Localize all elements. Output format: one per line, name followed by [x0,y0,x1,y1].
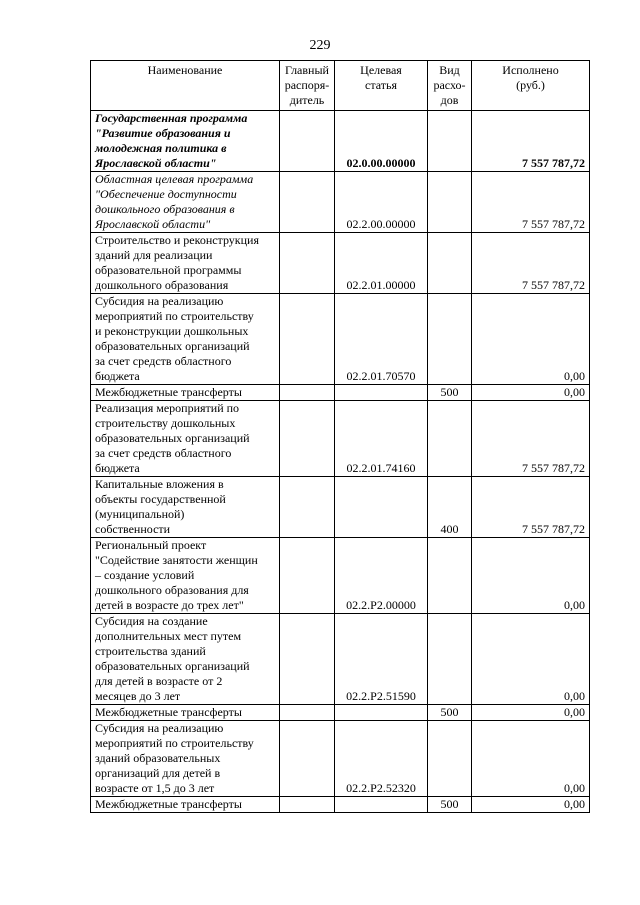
row-admin [280,111,335,172]
table-row [91,477,590,538]
table-row [91,538,590,614]
row-name: Субсидия на реализацию мероприятий по строительству и реконструкции дошкольных образовательных организаций за счет средств областного бюджета [91,294,280,385]
row-admin [280,172,335,233]
row-admin [280,797,335,813]
row-admin [280,538,335,614]
row-expense [428,721,472,797]
row-expense: 500 [428,705,472,721]
row-executed: 7 557 787,72 [472,233,590,294]
row-expense [428,614,472,705]
budget-table [90,60,590,813]
row-expense: 500 [428,797,472,813]
row-executed: 0,00 [472,705,590,721]
row-admin [280,294,335,385]
row-executed: 0,00 [472,538,590,614]
row-target: 02.2.00.00000 [335,172,428,233]
row-admin [280,477,335,538]
row-name: Региональный проект "Содействие занятости женщин – создание условий дошкольного образования для детей в возрасте до трех лет" [91,538,280,614]
row-name: Субсидия на создание дополнительных мест путем строительства зданий образовательных организаций для детей в возрасте от 2 месяцев до 3 лет [91,614,280,705]
row-name: Межбюджетные трансферты [91,385,280,401]
row-admin [280,614,335,705]
row-executed: 7 557 787,72 [472,172,590,233]
row-expense [428,401,472,477]
row-target [335,797,428,813]
table-row [91,385,590,401]
column-header-admin: Главный распоря- дитель [280,61,335,111]
row-executed: 7 557 787,72 [472,477,590,538]
row-expense [428,294,472,385]
row-admin [280,705,335,721]
row-target: 02.2.P2.52320 [335,721,428,797]
row-target [335,477,428,538]
row-admin [280,233,335,294]
row-expense [428,538,472,614]
table-row [91,111,590,172]
column-header-target: Целевая статья [335,61,428,111]
row-expense: 400 [428,477,472,538]
row-admin [280,721,335,797]
table-row [91,401,590,477]
column-header-executed: Исполнено (руб.) [472,61,590,111]
column-header-name: Наименование [91,61,280,111]
page-number: 229 [309,38,331,53]
table-row [91,614,590,705]
row-admin [280,385,335,401]
table-row [91,294,590,385]
row-target: 02.2.01.74160 [335,401,428,477]
row-admin [280,401,335,477]
row-target: 02.2.P2.51590 [335,614,428,705]
row-name: Областная целевая программа "Обеспечение доступности дошкольного образования в Ярославской области" [91,172,280,233]
row-executed: 0,00 [472,385,590,401]
row-expense [428,111,472,172]
row-name: Реализация мероприятий по строительству дошкольных образовательных организаций за счет средств областного бюджета [91,401,280,477]
row-target: 02.2.01.00000 [335,233,428,294]
row-target: 02.2.01.70570 [335,294,428,385]
row-executed: 0,00 [472,721,590,797]
row-executed: 0,00 [472,797,590,813]
row-name: Капитальные вложения в объекты государственной (муниципальной) собственности [91,477,280,538]
table-row [91,705,590,721]
row-name: Строительство и реконструкция зданий для реализации образовательной программы дошкольного образования [91,233,280,294]
row-executed: 0,00 [472,614,590,705]
table-header-row [91,61,590,111]
column-header-expense: Вид расхо- дов [428,61,472,111]
row-target [335,705,428,721]
row-name: Межбюджетные трансферты [91,705,280,721]
row-expense: 500 [428,385,472,401]
row-target: 02.2.P2.00000 [335,538,428,614]
table-row [91,233,590,294]
row-name: Субсидия на реализацию мероприятий по строительству зданий образовательных организаций для детей в возрасте от 1,5 до 3 лет [91,721,280,797]
row-name: Государственная программа "Развитие образования и молодежная политика в Ярославской области" [91,111,280,172]
row-name: Межбюджетные трансферты [91,797,280,813]
row-executed: 0,00 [472,294,590,385]
row-target [335,385,428,401]
row-executed: 7 557 787,72 [472,111,590,172]
row-executed: 7 557 787,72 [472,401,590,477]
table-row [91,172,590,233]
table-row [91,797,590,813]
row-target: 02.0.00.00000 [335,111,428,172]
row-expense [428,233,472,294]
row-expense [428,172,472,233]
table-row [91,721,590,797]
